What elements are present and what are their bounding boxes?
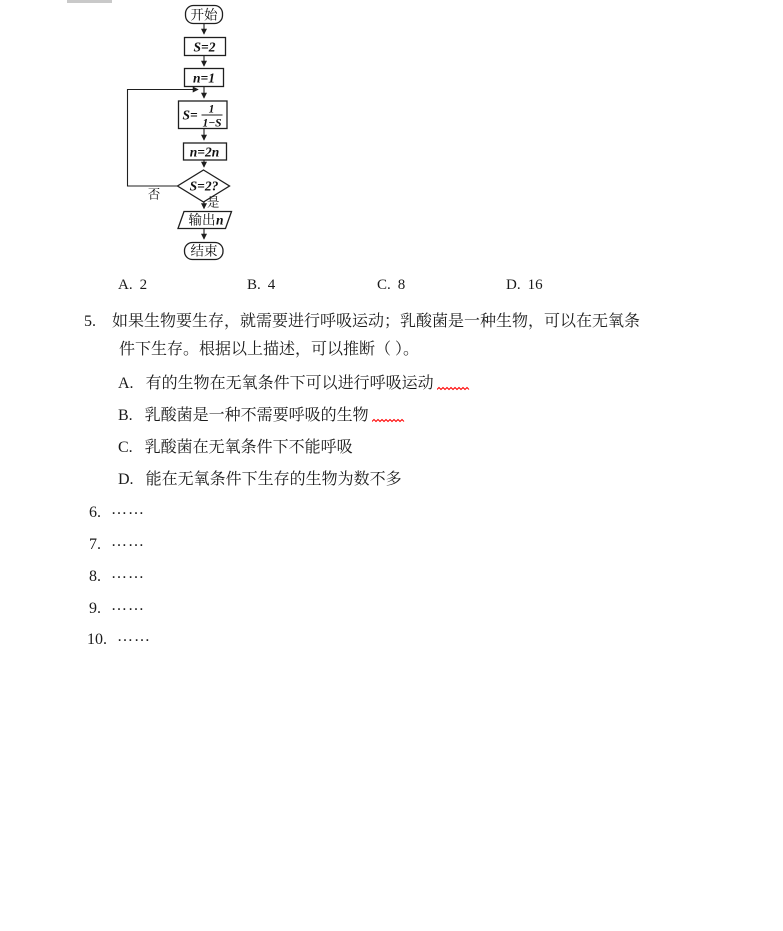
- option-label: C.: [118, 439, 133, 456]
- spellcheck-squiggle: [437, 386, 470, 391]
- loop-assign-numerator: 1: [208, 103, 215, 116]
- loop-assign-lhs: S=: [182, 107, 198, 123]
- option-label: A.: [118, 375, 134, 392]
- answer-option-label: B.: [247, 277, 261, 293]
- output-node-var: n: [216, 212, 224, 228]
- flowchart: [0, 0, 400, 268]
- ellipsis-text: ……: [117, 628, 151, 645]
- question-5-option-d: [118, 471, 402, 489]
- answer-option-value: 16: [527, 277, 543, 293]
- decision-label: S=2?: [189, 178, 219, 194]
- question-5-option-c: [118, 439, 353, 457]
- question-5-text: 如果生物要生存，就需要进行呼吸运动；乳酸菌是一种生物，可以在无氧条: [112, 313, 641, 330]
- answer-option-a: [118, 277, 147, 294]
- answer-choices-row: [0, 277, 783, 295]
- option-text: 乳酸菌在无氧条件下不能呼吸: [144, 439, 353, 456]
- ellipsis-text: ……: [111, 597, 145, 614]
- question-6: [89, 501, 145, 522]
- no-branch-line: [128, 90, 199, 187]
- option-text: 有的生物在无氧条件下可以进行呼吸运动: [145, 375, 434, 392]
- option-label: D.: [118, 471, 134, 488]
- ellipsis-text: ……: [111, 501, 145, 518]
- answer-option-label: D.: [506, 277, 521, 293]
- option-label: B.: [118, 407, 133, 424]
- question-number: 6.: [89, 504, 101, 521]
- question-8: [89, 565, 145, 586]
- ellipsis-text: ……: [111, 533, 145, 550]
- question-5-option-a: [118, 375, 470, 393]
- spellcheck-squiggle: [372, 418, 405, 423]
- question-5-line-2: [119, 341, 419, 359]
- answer-option-label: A.: [118, 277, 133, 293]
- question-5-option-b: [118, 407, 405, 425]
- question-10: [87, 628, 151, 649]
- question-number: 7.: [89, 536, 101, 553]
- question-9: [89, 597, 145, 618]
- question-number: 10.: [87, 631, 107, 648]
- option-text: 能在无氧条件下生存的生物为数不多: [145, 471, 402, 488]
- double-n-label: n=2n: [189, 144, 220, 160]
- answer-option-d: [506, 277, 543, 294]
- start-node-label: 开始: [190, 7, 218, 23]
- answer-option-b: [247, 277, 275, 294]
- yes-branch-label: 是: [207, 195, 220, 210]
- question-5-number: 5.: [84, 313, 96, 330]
- option-text: 乳酸菌是一种不需要呼吸的生物: [144, 407, 369, 424]
- output-node-label: 输出: [188, 212, 216, 228]
- no-branch-label: 否: [147, 187, 161, 202]
- end-node-label: 结束: [190, 243, 218, 259]
- loop-assign-denominator: 1−S: [202, 117, 222, 130]
- question-5-text: 件下生存。根据以上描述，可以推断（ ）。: [119, 341, 420, 358]
- answer-option-value: 8: [397, 277, 406, 293]
- question-number: 8.: [89, 568, 101, 585]
- assign-n-label: n=1: [193, 70, 215, 86]
- question-7: [89, 533, 145, 554]
- question-number: 9.: [89, 600, 101, 617]
- answer-option-value: 2: [139, 277, 148, 293]
- answer-option-label: C.: [377, 277, 391, 293]
- answer-option-value: 4: [267, 277, 276, 293]
- ellipsis-text: ……: [111, 565, 145, 582]
- answer-option-c: [377, 277, 405, 294]
- assign-s-label: S=2: [193, 39, 216, 55]
